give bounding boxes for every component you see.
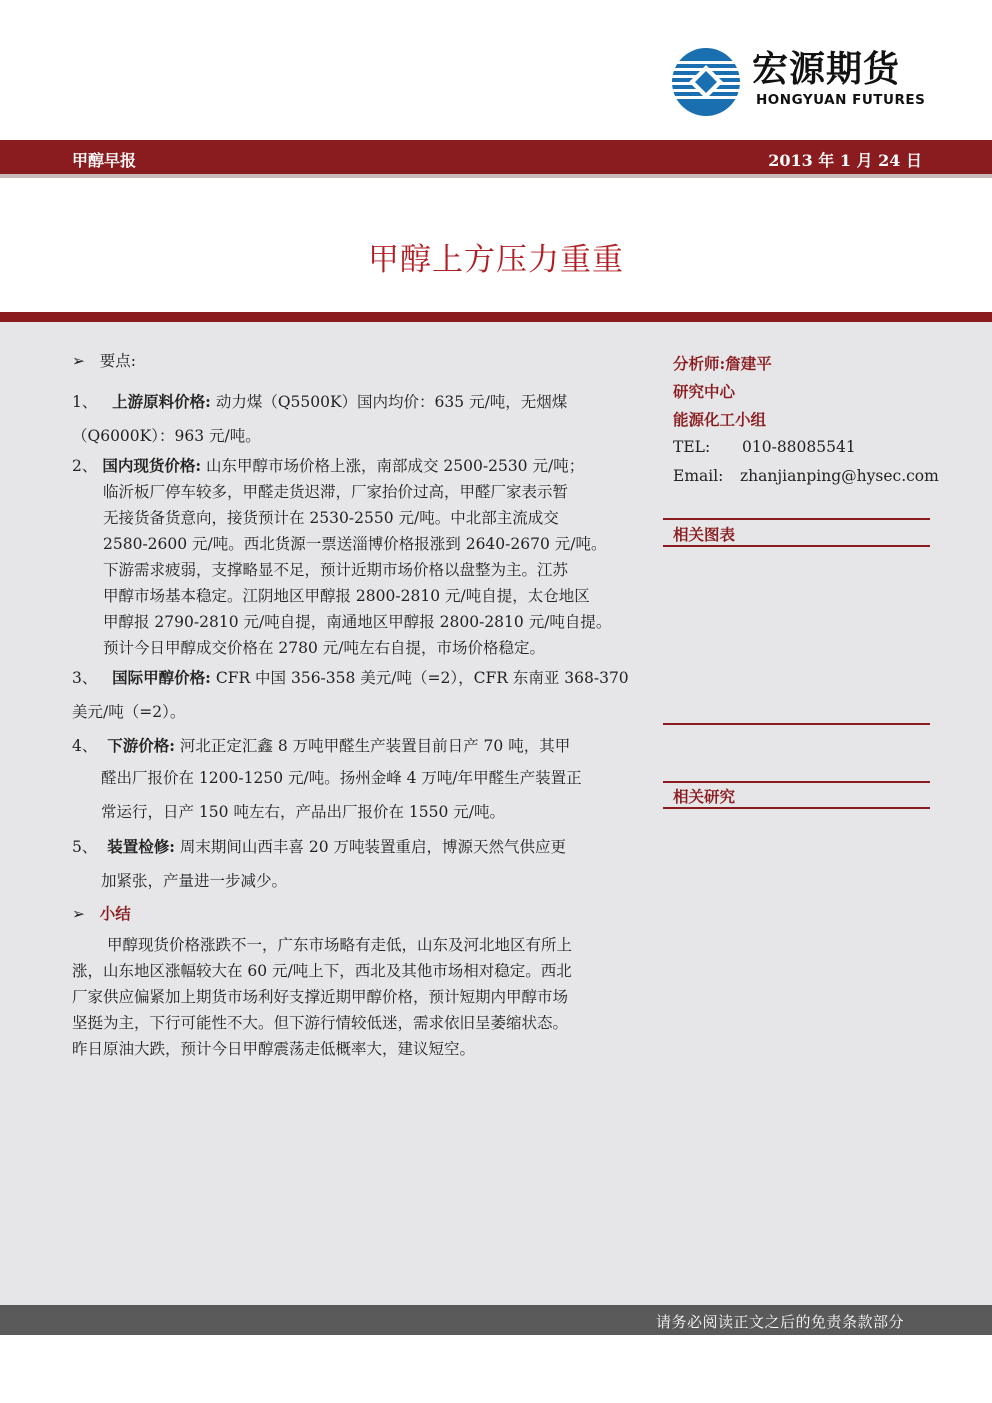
item-label: 国际甲醇价格: bbox=[112, 668, 211, 687]
item1-line1 bbox=[72, 392, 567, 412]
item1-line2: （Q6000K）：963 元/吨。 bbox=[72, 427, 261, 445]
item-text: 河北正定汇鑫 8 万吨甲醛生产装置目前日产 70 吨，其甲 bbox=[179, 737, 571, 755]
item-label: 国内现货价格: bbox=[102, 456, 202, 475]
item3-line2: 美元/吨（=2）。 bbox=[72, 703, 186, 721]
item2-line8: 预计今日甲醇成交价格在 2780 元/吨左右自提，市场价格稳定。 bbox=[103, 639, 546, 657]
item-text: CFR 中国 356-358 美元/吨（=2），CFR 东南亚 368-370 bbox=[215, 669, 629, 687]
item-label: 下游价格: bbox=[107, 736, 175, 755]
summary-label: 小结 bbox=[99, 904, 131, 923]
brand-name-cn: 宏源期货 bbox=[752, 49, 901, 90]
divider bbox=[663, 518, 930, 520]
title-divider bbox=[0, 312, 992, 322]
item4-line2: 醛出厂报价在 1200-1250 元/吨。扬州金峰 4 万吨/年甲醛生产装置正 bbox=[101, 769, 582, 787]
report-type: 甲醇早报 bbox=[72, 151, 137, 170]
item-label: 装置检修: bbox=[107, 837, 175, 856]
divider bbox=[663, 807, 930, 809]
item2-line2: 临沂板厂停车较多，甲醛走货迟滞，厂家抬价过高，甲醛厂家表示暂 bbox=[103, 483, 569, 501]
report-title: 甲醇上方压力重重 bbox=[368, 242, 624, 278]
divider bbox=[663, 781, 930, 783]
item5-line1 bbox=[72, 837, 566, 857]
item2-line1 bbox=[72, 456, 584, 476]
group-name: 能源化工小组 bbox=[673, 410, 767, 429]
email-label: Email: bbox=[673, 467, 724, 485]
page-header bbox=[0, 0, 992, 140]
item2-line6: 甲醇市场基本稳定。江阴地区甲醇报 2800-2810 元/吨自提，太仓地区 bbox=[103, 587, 590, 605]
department: 研究中心 bbox=[673, 382, 736, 401]
divider bbox=[663, 723, 930, 725]
item-number: 5、 bbox=[72, 838, 98, 856]
summary-line5: 昨日原油大跌，预计今日甲醇震荡走低概率大，建议短空。 bbox=[72, 1040, 476, 1058]
tel-number: 010-88085541 bbox=[742, 438, 856, 456]
item2-line7: 甲醇报 2790-2810 元/吨自提，南通地区甲醇报 2800-2810 元/吨自提。 bbox=[103, 613, 612, 631]
report-type-bar bbox=[0, 140, 992, 178]
arrow-bullet-icon: ➢ bbox=[72, 905, 85, 923]
item-text: 动力煤（Q5500K）国内均价：635 元/吨，无烟煤 bbox=[215, 393, 568, 411]
item4-line3: 常运行，日产 150 吨左右，产品出厂报价在 1550 元/吨。 bbox=[101, 803, 505, 821]
summary-line2: 涨，山东地区涨幅较大在 60 元/吨上下，西北及其他市场相对稳定。西北 bbox=[72, 962, 572, 980]
title-area bbox=[0, 182, 992, 312]
item4-line1 bbox=[72, 736, 570, 756]
item5-line2: 加紧张，产量进一步减少。 bbox=[101, 872, 288, 890]
item-number: 4、 bbox=[72, 737, 98, 755]
item-number: 2、 bbox=[72, 457, 98, 475]
item3-line1 bbox=[72, 668, 629, 688]
summary-line3: 厂家供应偏紧加上期货市场利好支撑近期甲醇价格，预计短期内甲醇市场 bbox=[72, 988, 569, 1006]
bottom-margin bbox=[0, 1335, 992, 1403]
related-research-heading: 相关研究 bbox=[673, 787, 736, 806]
item-number: 3、 bbox=[72, 669, 98, 687]
key-points-heading bbox=[72, 351, 136, 371]
item-label: 上游原料价格: bbox=[112, 392, 211, 411]
item-number: 1、 bbox=[72, 393, 98, 411]
divider bbox=[663, 545, 930, 547]
item2-line4: 2580-2600 元/吨。西北货源一票送淄博价格报涨到 2640-2670 元/吨。 bbox=[103, 535, 607, 553]
email-link[interactable]: zhanjianping@hysec.com bbox=[740, 467, 939, 485]
tel-label: TEL: bbox=[673, 438, 711, 456]
disclaimer-text: 请务必阅读正文之后的免责条款部分 bbox=[655, 1313, 904, 1331]
summary-line1: 甲醇现货价格涨跌不一，广东市场略有走低，山东及河北地区有所上 bbox=[107, 936, 573, 954]
related-charts-heading: 相关图表 bbox=[673, 525, 736, 544]
item-text: 山东甲醇市场价格上涨，南部成交 2500-2530 元/吨； bbox=[205, 457, 585, 475]
summary-line4: 坚挺为主，下行可能性不大。但下游行情较低迷，需求依旧呈萎缩状态。 bbox=[72, 1014, 569, 1032]
arrow-bullet-icon: ➢ bbox=[72, 352, 85, 370]
report-date: 2013 年 1 月 24 日 bbox=[768, 151, 922, 170]
key-points-label: 要点: bbox=[99, 352, 137, 370]
analyst-name: 分析师:詹建平 bbox=[673, 354, 772, 373]
brand-name-en: HONGYUAN FUTURES bbox=[756, 92, 926, 108]
item-text: 周末期间山西丰喜 20 万吨装置重启，博源天然气供应更 bbox=[179, 838, 566, 856]
item2-line3: 无接货备货意向，接货预计在 2530-2550 元/吨。中北部主流成交 bbox=[103, 509, 559, 527]
item2-line5: 下游需求疲弱，支撑略显不足，预计近期市场价格以盘整为主。江苏 bbox=[103, 561, 569, 579]
disclaimer-bar bbox=[0, 1305, 992, 1335]
summary-heading bbox=[72, 904, 131, 924]
hongyuan-logo-icon bbox=[671, 47, 741, 117]
